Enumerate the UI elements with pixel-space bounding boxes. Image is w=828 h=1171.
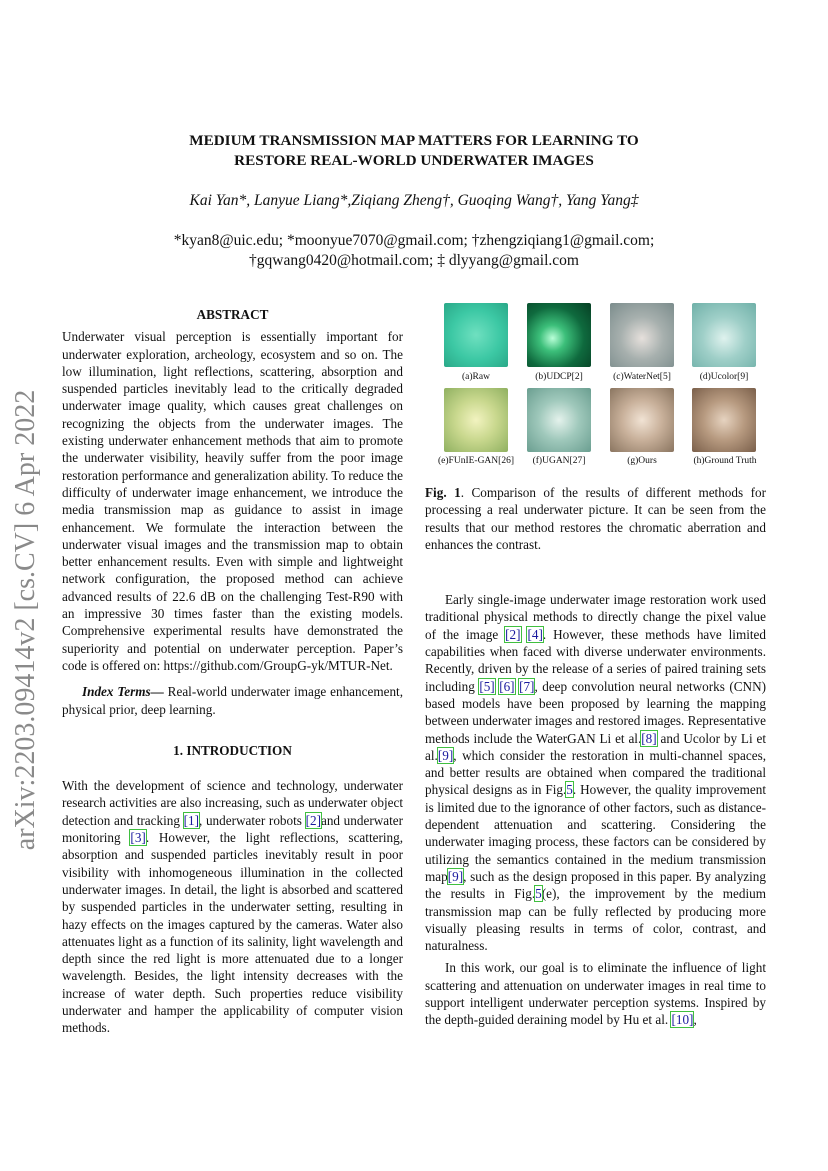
index-terms (62, 683, 403, 718)
figure-label: (b)UDCP[2] (535, 372, 583, 382)
intro-paragraph: With the development of science and technology, underwater research activities are also increasing, such as underwater object detection and tracking [1], underwater robots [2]and underwater monitoring [3]. However, the light reflections, scattering, absorption and suspended particles inevitably result in poor visibility with inhomogeneous illumination in the collected underwater images. In detail, the light is absorbed and scattered by suspended particles in the underwater setting, resulting in hazy effects on the images captured by the cameras. Water also attenuates light as a function of its salinity, light wavelength and depth since the red light is more attenuated due to a longer wavelength. Besides, the light intensity decreases with the increase of water depth. Such properties reduce visibility underwater and hamper the applicability of computer vision methods. (62, 778, 403, 1036)
right-column (425, 484, 766, 1029)
figure-image-raw (444, 303, 508, 367)
index-terms-text: Real-world underwater image enhancement, physical prior, deep learning. (62, 684, 404, 717)
figure-label: (g)Ours (627, 456, 657, 466)
figure-image-ground-truth (692, 388, 756, 452)
abstract-text: Underwater visual perception is essentially important for underwater exploration, archeology, ecosystem and so on. The low illumination, light reflections, scattering, absorption and suspended particles inevitably lead to the critically degraded underwater image quality, which causes great challenges on recognizing the objects from the underwater images. The existing underwater enhancement methods that aim to promote the underwater visibility, heavily suffer from the poor image restoration performance and generalization ability. To reduce the difficulty of underwater image enhancement, we introduce the media transmission map as guidance to assist in image enhancement. We formulate the interaction between the underwater visual images and the transmission map to obtain better enhancement results. Even with simple and lightweight network configuration, the proposed method can achieve advanced results of 22.6 dB on the challenging Test-R90 with an impressive 30 times faster than the existing models. Comprehensive experimental results have demonstrated the superiority and potential on underwater perception. Paper’s code is offered on: https://github.com/GroupG-yk/MTUR-Net. (62, 329, 403, 673)
citation-link[interactable]: [9] (447, 868, 464, 884)
figure-caption-text: . Comparison of the results of different methods for processing a real underwater picture. It can be seen from the results that our method restores the chromatic aberration and enhances the contrast. (425, 485, 766, 552)
intro-heading: 1. INTRODUCTION (173, 742, 292, 758)
citation-link[interactable]: [4] (527, 626, 543, 642)
citation-link[interactable]: [2] (305, 812, 321, 828)
figure-image-ugan (527, 388, 591, 452)
citation-link[interactable]: [5] (479, 678, 495, 694)
citation-link[interactable]: [7] (519, 678, 535, 694)
figure-image-waternet (610, 303, 674, 367)
figure-1 (430, 303, 766, 471)
body-paragraph: In this work, our goal is to eliminate the influence of light scattering and attenuation on underwater images in real time to support intelligent underwater perception systems. Inspired by the depth-guided deraining model by Hu et al. [10], (425, 960, 766, 1028)
figure-label: (d)Ucolor[9] (699, 372, 749, 382)
figure-ref-link[interactable]: 5 (535, 886, 542, 902)
paper-title (100, 131, 728, 171)
arxiv-stamp: arXiv:2203.09414v2 [cs.CV] 6 Apr 2022 (10, 389, 41, 851)
emails-line-2: †gqwang0420@hotmail.com; ‡ dlyyang@gmail.com (249, 252, 579, 269)
figure-image-ucolor (692, 303, 756, 367)
figure-label: (h)Ground Truth (693, 456, 757, 466)
citation-link[interactable]: [3] (130, 830, 146, 846)
left-column (62, 306, 403, 1037)
figure-image-ours (610, 388, 674, 452)
title-line-1: MEDIUM TRANSMISSION MAP MATTERS FOR LEARNING TO (189, 132, 639, 149)
index-terms-label: Index Terms— (82, 684, 164, 700)
author-emails (90, 231, 738, 271)
author-list: Kai Yan*, Lanyue Liang*,Ziqiang Zheng†, Guoqing Wang†, Yang Yang‡ (189, 192, 639, 209)
figure-label: (f)UGAN[27] (532, 456, 586, 466)
figure-label: (c)WaterNet[5] (613, 372, 671, 382)
citation-link[interactable]: [10] (671, 1012, 694, 1028)
figure-image-udcp (527, 303, 591, 367)
citation-link[interactable]: [9] (437, 747, 454, 763)
abstract-heading: ABSTRACT (196, 307, 269, 322)
figure-caption-label: Fig. 1 (425, 485, 461, 500)
citation-link[interactable]: [1] (183, 812, 199, 828)
body-paragraph: Early single-image underwater image restoration work used traditional physical methods to directly change the pixel value of the image [2] [4]. However, these methods have limited capabilities when faced with diverse underwater environments. Recently, driven by the release of a series of paired training sets including [5] [6] [7], deep convolution neural networks (CNN) based models have been proposed by learning the mapping between underwater images and restored images. Representative methods include the WaterGAN Li et al.[8] and Ucolor by Li et al.[9], which consider the restoration in multi-channel spaces, and better results are obtained when compared the traditional physical designs as in Fig.5. However, the quality improvement is limited due to the ignorance of other factors, such as distance-dependent attenuation and scattering. Considering the underwater imaging process, these factors can be considered by utilizing the semantics contained in the medium transmission map[9], such as the design proposed in this paper. By analyzing the results in Fig.5(e), the improvement by the medium transmission map can be fully reflected by producing more visually pleasing results in terms of color, contrast, and naturalness. (425, 592, 767, 954)
figure-ref-link[interactable]: 5 (566, 782, 573, 798)
title-line-2: RESTORE REAL-WORLD UNDERWATER IMAGES (234, 152, 594, 169)
figure-label: (e)FUnIE-GAN[26] (438, 456, 514, 466)
figure-caption (425, 484, 766, 553)
citation-link[interactable]: [2] (505, 626, 521, 642)
citation-link[interactable]: [6] (499, 678, 515, 694)
emails-line-1: *kyan8@uic.edu; *moonyue7070@gmail.com; †zhengziqiang1@gmail.com; (173, 232, 655, 249)
figure-label: (a)Raw (462, 372, 490, 382)
citation-link[interactable]: [8] (641, 730, 657, 746)
figure-image-funie-gan (444, 388, 508, 452)
